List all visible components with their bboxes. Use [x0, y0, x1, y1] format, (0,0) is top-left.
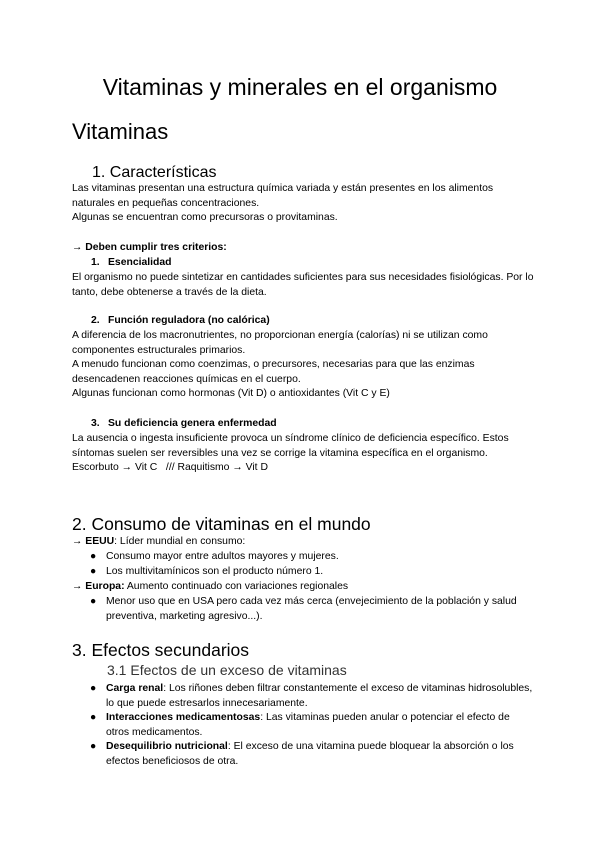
heading-consumo: 2. Consumo de vitaminas en el mundo	[72, 514, 371, 534]
criterio-2-title: Función reguladora (no calórica)	[108, 315, 270, 326]
criterio-1-heading	[91, 256, 172, 271]
intro-paragraph	[72, 182, 534, 226]
bullet-icon: ●	[90, 741, 97, 752]
criterio-1-title: Esencialidad	[108, 257, 172, 268]
eeuu-bullet-list	[72, 550, 534, 579]
criterio-1-text: El organismo no puede sintetizar en cantidades suficientes para sus necesidades fisiológicas. Por lo tanto, debe obtenerse a través de la dieta.	[72, 272, 534, 298]
criterio-3-number: 3.	[91, 418, 100, 429]
bullet-icon: ●	[90, 683, 97, 694]
list-item	[72, 711, 534, 740]
list-item	[72, 740, 534, 769]
criterio-3-text	[72, 432, 534, 476]
criterio-2-text-2: A menudo funcionan como coenzimas, o precursores, necesarias para que las enzimas desencadenen reacciones químicas en el cuerpo.	[72, 359, 475, 385]
criterio-2-text-3: Algunas funcionan como hormonas (Vit D) o antioxidantes (Vit C y E)	[72, 388, 390, 399]
list-item	[72, 565, 534, 580]
eeuu-label: EEUU	[85, 536, 115, 547]
europa-text: Aumento continuado con variaciones regionales	[124, 581, 349, 592]
criterio-3-heading	[91, 417, 277, 432]
bullet-icon: ●	[90, 565, 97, 577]
list-item-text: Consumo mayor entre adultos mayores y mujeres.	[106, 551, 339, 562]
list-item	[72, 550, 534, 565]
bullet-icon: ●	[90, 712, 97, 723]
criterio-1-number: 1.	[91, 257, 100, 268]
bullet-icon: ●	[90, 596, 97, 607]
criterio-2-text-1: A diferencia de los macronutrientes, no proporcionan energía (calorías) ni se utilizan como componentes estructurales primarios.	[72, 330, 488, 356]
list-item-label: Carga renal	[106, 683, 164, 694]
criterio-2-heading	[91, 314, 270, 329]
criterio-3-text-2: Escorbuto → Vit C /// Raquitismo → Vit D	[72, 462, 268, 473]
criterio-3-title: Su deficiencia genera enfermedad	[108, 418, 277, 429]
europa-line	[72, 580, 534, 595]
heading-efectos: 3. Efectos secundarios	[72, 640, 250, 660]
list-item-text: : El exceso de una vitamina puede bloquear la absorción o los efectos beneficiosos de otra.	[106, 741, 514, 767]
eeuu-text: : Líder mundial en consumo:	[114, 536, 246, 547]
list-item	[72, 682, 534, 711]
efectos-bullet-list	[72, 682, 534, 769]
list-item-label: Interacciones medicamentosas	[106, 712, 261, 723]
list-item-text: : Las vitaminas pueden anular o potenciar el efecto de otros medicamentos.	[106, 712, 510, 738]
list-item	[72, 595, 534, 624]
europa-label: Europa:	[85, 581, 125, 592]
list-item-text: : Los riñones deben filtrar constantemente el exceso de vitaminas hidrosolubles, lo que puede estresarlos innecesariamente.	[106, 683, 533, 709]
list-item-label: Desequilibrio nutricional	[106, 741, 228, 752]
document-title: Vitaminas y minerales en el organismo	[102, 74, 498, 100]
heading-caracteristicas: 1. Características	[92, 164, 217, 181]
subheading-exceso: 3.1 Efectos de un exceso de vitaminas	[107, 662, 347, 678]
intro-text-2: Algunas se encuentran como precursoras o provitaminas.	[72, 212, 338, 223]
bullet-icon: ●	[90, 551, 97, 562]
intro-text-1: Las vitaminas presentan una estructura química variada y están presentes en los alimentos naturales en pequeñas concentraciones.	[72, 183, 494, 209]
europa-bullet-list	[72, 595, 534, 624]
eeuu-arrow: →	[72, 536, 86, 547]
criterio-2-number: 2.	[91, 315, 100, 326]
europa-arrow: →	[72, 581, 86, 592]
criterio-2-text	[72, 329, 534, 402]
criterio-3-text-1: La ausencia o ingesta insuficiente provoca un síndrome clínico de deficiencia específico. Estos síntomas suelen ser reversibles una vez se corrige la vitamina específica en el organismo.	[72, 433, 509, 459]
criterios-line: → Deben cumplir tres criterios:	[72, 242, 227, 253]
section-heading-vitaminas: Vitaminas	[72, 119, 169, 144]
list-item-text: Los multivitamínicos son el producto número 1.	[106, 565, 324, 577]
list-item-text: Menor uso que en USA pero cada vez más cerca (envejecimiento de la población y salud preventiva, marketing agresivo...).	[106, 596, 517, 622]
eeuu-line	[72, 535, 534, 550]
